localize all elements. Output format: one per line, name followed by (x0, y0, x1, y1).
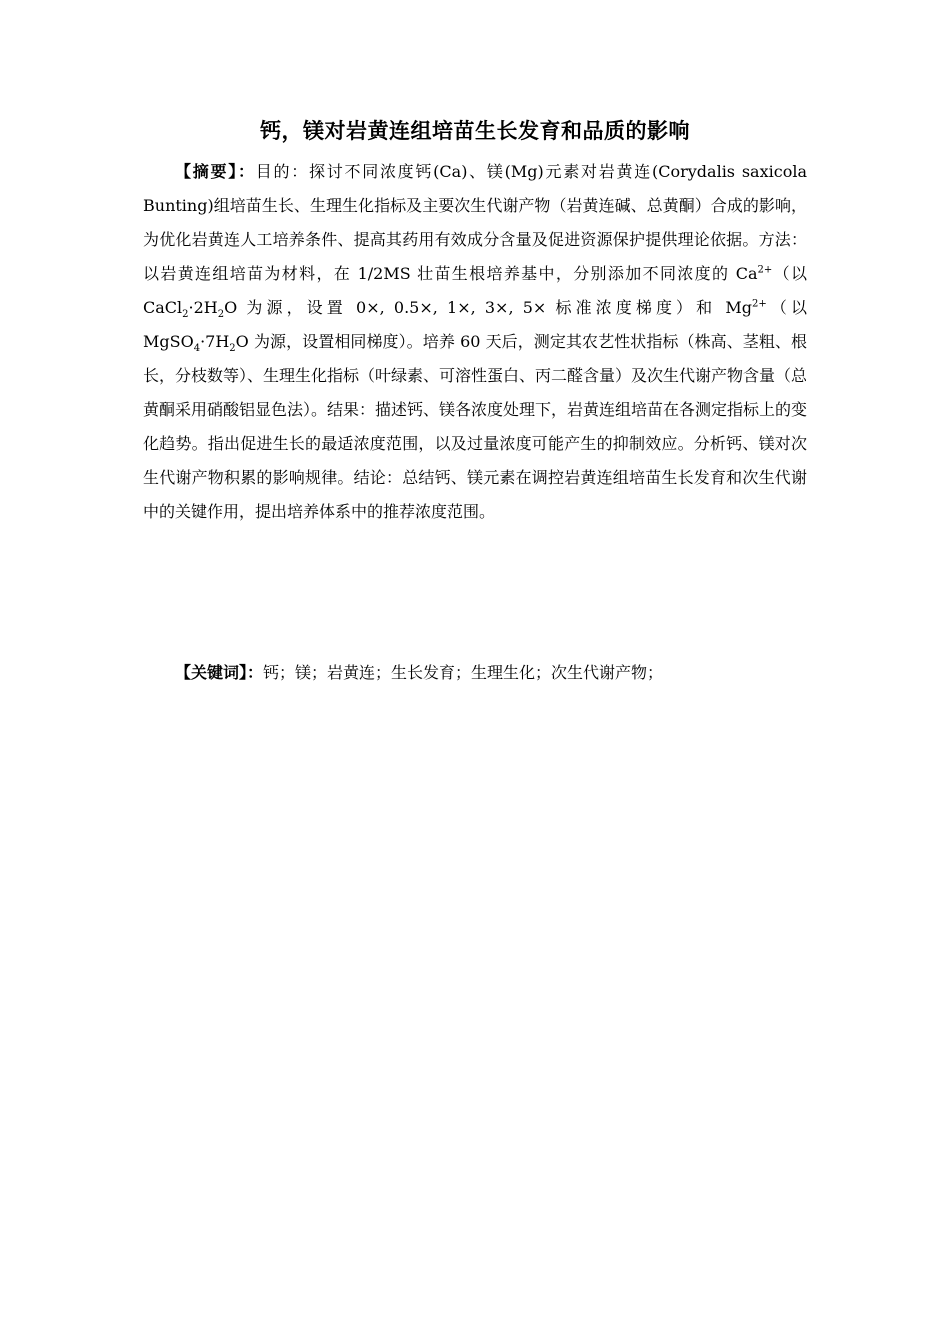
ca-charge: 2+ (757, 264, 773, 276)
abstract-text-2: （以 CaCl (143, 264, 807, 317)
mgso-subscript: 4 (193, 343, 201, 355)
cacl-subscript: 2 (182, 309, 189, 321)
abstract-text-4: O 为源，设置 0×, 0.5×, 1×, 3×, 5× 标准浓度梯度）和 Mg (224, 298, 753, 317)
page-title: 钙，镁对岩黄连组培苗生长发育和品质的影响 (260, 119, 690, 143)
abstract-text-5: （以 MgSO (143, 298, 807, 351)
keywords-line (175, 656, 807, 690)
abstract-text-1: 目的：探讨不同浓度钙(Ca)、镁(Mg)元素对岩黄连(Corydalis saxicola Bunting)组培苗生长、生理生化指标及主要次生代谢产物（岩黄连碱、总黄酮）合成的影响，为优化岩黄连人工培养条件、提高其药用有效成分含量及促进资源保护提供理论依据。方法：以岩黄连组培苗为材料，在 1/2MS 壮苗生根培养基中，分别添加不同浓度的 Ca (143, 162, 807, 283)
keywords-label: 【关键词】： (175, 663, 264, 682)
keywords-text: 钙；镁；岩黄连；生长发育；生理生化；次生代谢产物； (263, 663, 664, 682)
abstract-text-7: O 为源，设置相同梯度）。培养 60 天后，测定其农艺性状指标（株高、茎粗、根长，分枝数等）、生理生化指标（叶绿素、可溶性蛋白、丙二醛含量）及次生代谢产物含量（总黄酮采用硝酸铝显色法）。结果：描述钙、镁各浓度处理下，岩黄连组培苗在各测定指标上的变化趋势。指出促进生长的最适浓度范围，以及过量浓度可能产生的抑制效应。分析钙、镁对次生代谢产物积累的影响规律。结论：总结钙、镁元素在调控岩黄连组培苗生长发育和次生代谢中的关键作用，提出培养体系中的推荐浓度范围。 (143, 332, 808, 521)
mg-charge: 2+ (752, 298, 767, 310)
abstract-paragraph (143, 155, 807, 529)
abstract-label: 【摘要】： (175, 162, 256, 181)
hydrate-subscript-1: 2 (217, 309, 225, 321)
abstract-text-3: ·2H (188, 298, 218, 317)
abstract-text-6: ·7H (200, 332, 230, 351)
hydrate-subscript-2: 2 (229, 343, 236, 355)
